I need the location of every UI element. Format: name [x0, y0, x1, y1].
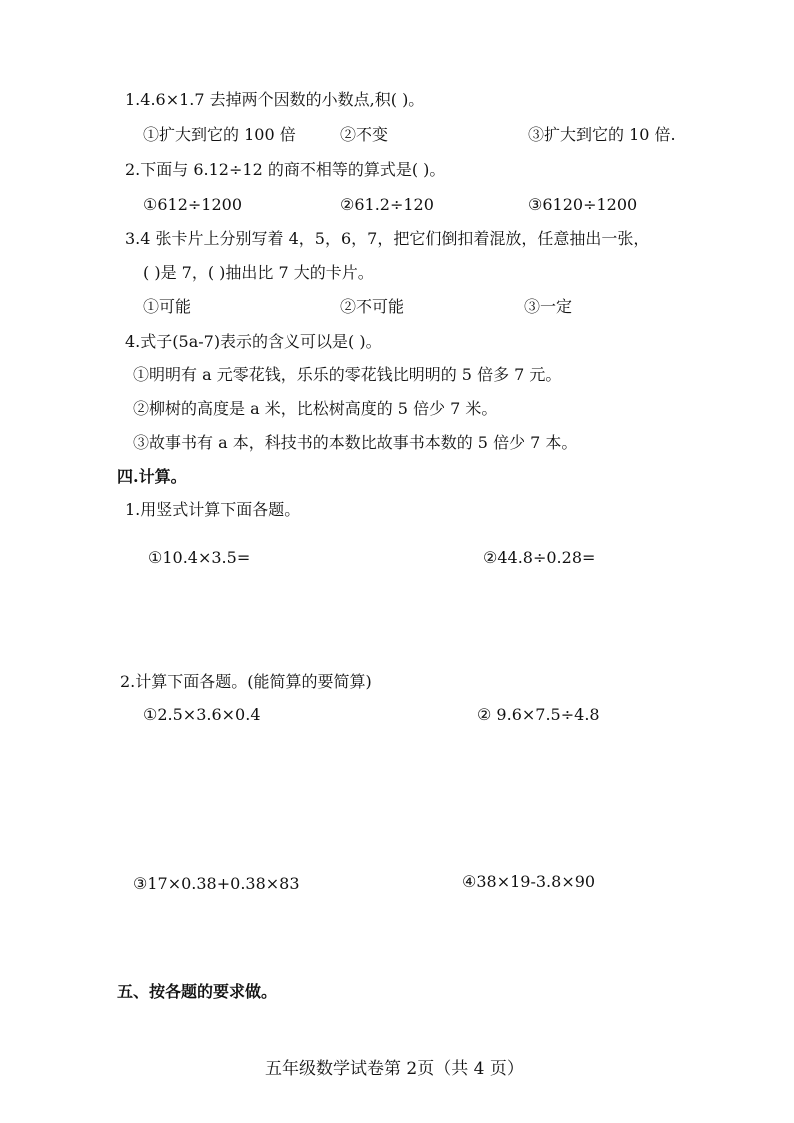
q4-stem: 4.式子(5a-7)表示的含义可以是( )。: [125, 332, 382, 351]
q2-option-3: ③6120÷1200: [528, 195, 638, 214]
q4-option-2: ②柳树的高度是 a 米，比松树高度的 5 倍少 7 米。: [133, 399, 498, 418]
q1-option-2: ②不变: [340, 125, 389, 144]
section4-part2-problem-2: ② 9.6×7.5÷4.8: [477, 705, 600, 724]
section4-heading: 四.计算。: [117, 467, 187, 486]
section4-part2-problem-1: ①2.5×3.6×0.4: [143, 705, 261, 724]
section4-part1-problem-1: ①10.4×3.5=: [148, 548, 251, 567]
q3-option-1: ①可能: [143, 297, 192, 316]
q2-option-1: ①612÷1200: [143, 195, 243, 214]
q2-option-2: ②61.2÷120: [340, 195, 434, 214]
q1-option-1: ①扩大到它的 100 倍: [143, 125, 296, 144]
page-footer: 五年级数学试卷第 2页（共 4 页）: [265, 1059, 524, 1079]
q3-option-3: ③一定: [524, 297, 573, 316]
section4-part2-problem-3: ③17×0.38+0.38×83: [133, 874, 300, 893]
q4-option-3: ③故事书有 a 本，科技书的本数比故事书本数的 5 倍少 7 本。: [133, 433, 578, 452]
section4-part1-title: 1.用竖式计算下面各题。: [125, 500, 301, 519]
q1-stem: 1.4.6×1.7 去掉两个因数的小数点,积( )。: [125, 90, 425, 109]
q1-option-3: ③扩大到它的 10 倍.: [528, 125, 676, 144]
section4-part1-problem-2: ②44.8÷0.28=: [483, 548, 596, 567]
q3-stem: 3.4 张卡片上分别写着 4，5，6，7，把它们倒扣着混放，任意抽出一张，: [125, 229, 650, 248]
q3-option-2: ②不可能: [340, 297, 405, 316]
section5-heading: 五、按各题的要求做。: [117, 982, 278, 1001]
q4-option-1: ①明明有 a 元零花钱，乐乐的零花钱比明明的 5 倍多 7 元。: [133, 365, 562, 384]
q3-blank-line: ( )是 7，( )抽出比 7 大的卡片。: [143, 263, 374, 282]
section4-part2-title: 2.计算下面各题。(能简算的要简算): [120, 672, 372, 691]
section4-part2-problem-4: ④38×19-3.8×90: [462, 872, 596, 891]
q2-stem: 2.下面与 6.12÷12 的商不相等的算式是( )。: [125, 160, 446, 179]
